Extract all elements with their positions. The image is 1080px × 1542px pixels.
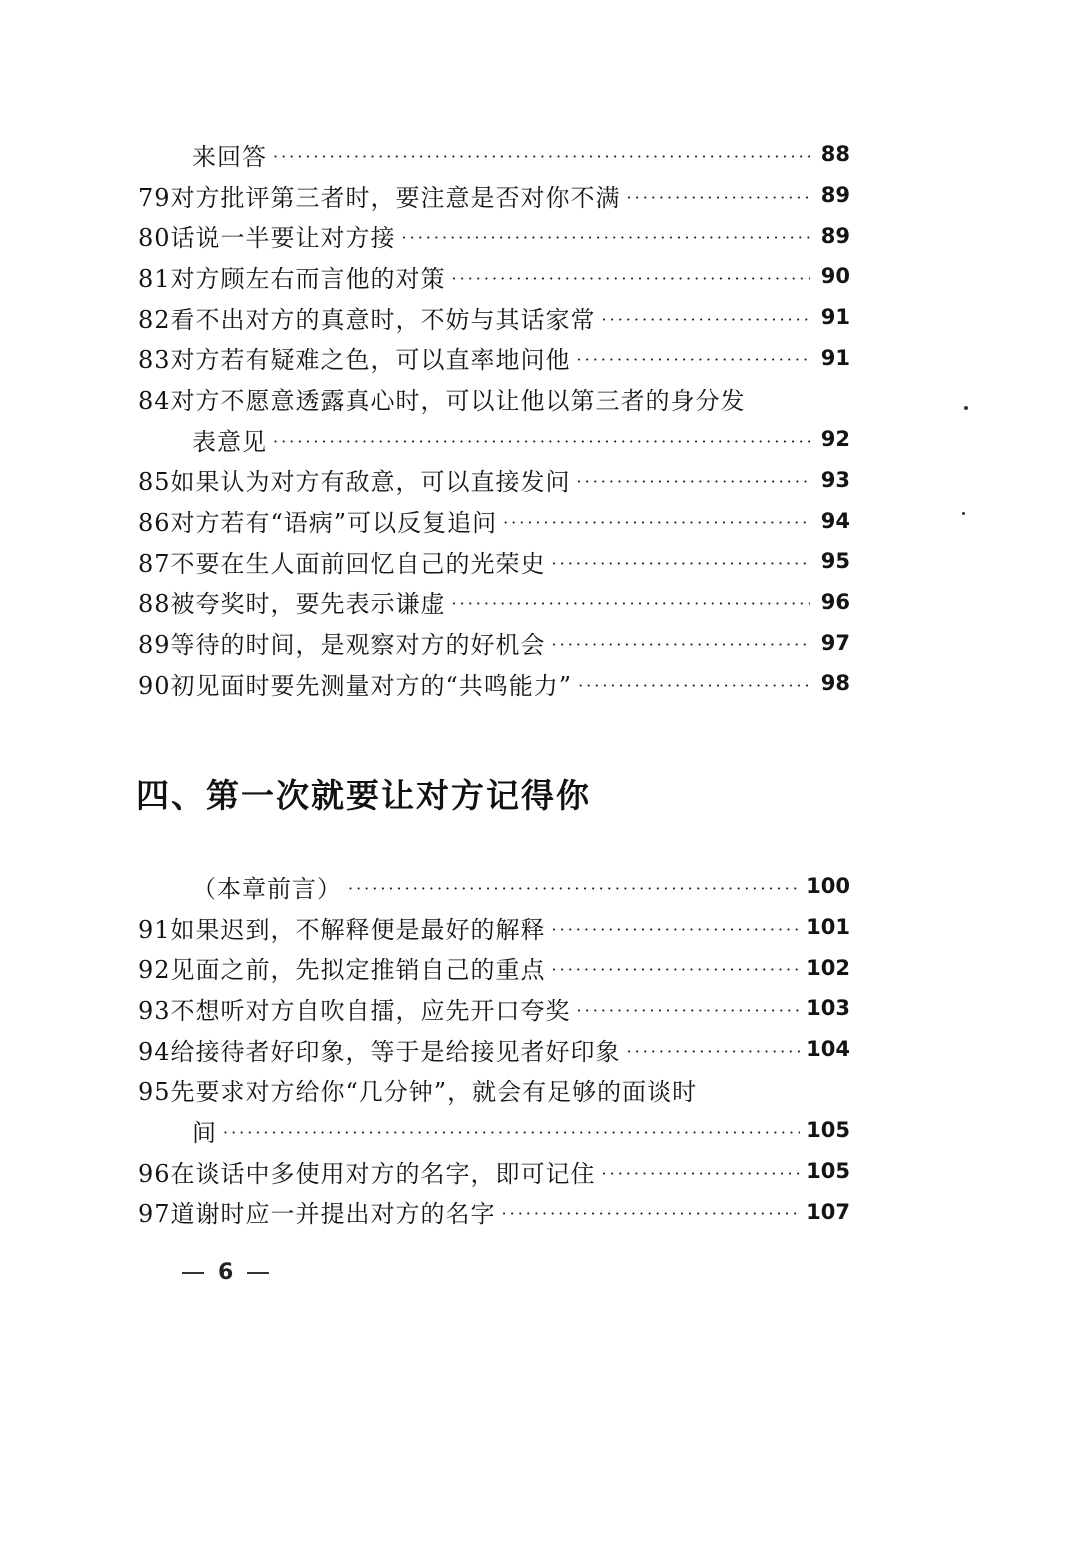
toc-entry-title: 87不要在生人面前回忆自己的光荣史 bbox=[138, 549, 546, 578]
chapter-heading: 四、第一次就要让对方记得你 bbox=[136, 776, 591, 815]
toc-entry bbox=[138, 460, 850, 501]
toc-entry bbox=[138, 256, 850, 297]
toc-entry-title: 82看不出对方的真意时，不妨与其话家常 bbox=[138, 305, 596, 334]
toc-entry bbox=[138, 622, 850, 663]
toc-entry-page-number: 100 bbox=[806, 874, 850, 899]
toc-dot-leader bbox=[578, 676, 810, 695]
toc-entry-title: 96在谈话中多使用对方的名字，即可记住 bbox=[138, 1159, 596, 1188]
toc-entry-title: 85如果认为对方有敌意，可以直接发问 bbox=[138, 468, 571, 497]
toc-entry bbox=[138, 541, 850, 582]
toc-entry-title: 88被夸奖时，要先表示谦虚 bbox=[138, 590, 446, 619]
toc-entry-page-number: 102 bbox=[806, 955, 850, 980]
toc-entry bbox=[138, 297, 850, 338]
toc-entry-page-number: 95 bbox=[820, 549, 850, 574]
toc-entry bbox=[138, 663, 850, 704]
toc-dot-leader bbox=[577, 1001, 801, 1020]
toc-entry-title: 80话说一半要让对方接 bbox=[138, 224, 396, 253]
toc-entry-page-number: 93 bbox=[820, 467, 850, 492]
toc-entry-page-number: 88 bbox=[820, 142, 850, 167]
footer-dash-right bbox=[247, 1272, 269, 1274]
toc-entry-page-number: 89 bbox=[820, 183, 850, 208]
toc-entry-page-number: 107 bbox=[806, 1199, 850, 1224]
toc-dot-leader bbox=[577, 472, 810, 491]
page-footer bbox=[182, 1260, 269, 1285]
toc-entry bbox=[138, 947, 850, 988]
toc-entry bbox=[138, 1069, 850, 1110]
toc-dot-leader bbox=[452, 269, 810, 288]
toc-entry-title: 93不想听对方自吹自擂，应先开口夸奖 bbox=[138, 996, 571, 1025]
toc-entry-title: （本章前言） bbox=[192, 874, 342, 903]
toc-entry bbox=[138, 1110, 850, 1151]
toc-entry bbox=[138, 866, 850, 907]
footer-dash-left bbox=[182, 1272, 204, 1274]
toc-entry bbox=[138, 378, 850, 419]
toc-entry bbox=[138, 1151, 850, 1192]
toc-entry bbox=[138, 215, 850, 256]
toc-section-chapter-four bbox=[138, 866, 850, 1232]
toc-entry-page-number: 104 bbox=[806, 1037, 850, 1062]
toc-entry bbox=[138, 175, 850, 216]
toc-entry-title: 81对方顾左右而言他的对策 bbox=[138, 264, 446, 293]
toc-entry-page-number: 105 bbox=[806, 1118, 850, 1143]
toc-dot-leader bbox=[552, 554, 810, 573]
toc-dot-leader bbox=[273, 147, 810, 166]
toc-entry-title: 84对方不愿意透露真心时，可以让他以第三者的身分发 bbox=[138, 386, 746, 415]
toc-entry-title: 95先要求对方给你“几分钟”，就会有足够的面谈时 bbox=[138, 1078, 698, 1107]
toc-dot-leader bbox=[627, 1042, 801, 1061]
toc-entry-page-number: 103 bbox=[806, 996, 850, 1021]
toc-dot-leader bbox=[577, 350, 810, 369]
toc-dot-leader bbox=[348, 879, 800, 898]
toc-dot-leader bbox=[452, 594, 810, 613]
toc-entry-title: 90初见面时要先测量对方的“共鸣能力” bbox=[138, 671, 573, 700]
toc-entry-page-number: 91 bbox=[820, 345, 850, 370]
toc-entry bbox=[138, 582, 850, 623]
toc-entry-title: 来回答 bbox=[192, 142, 267, 171]
toc-entry-title: 92见面之前，先拟定推销自己的重点 bbox=[138, 956, 546, 985]
toc-entry-title: 83对方若有疑难之色，可以直率地问他 bbox=[138, 346, 571, 375]
toc-entry-page-number: 90 bbox=[820, 264, 850, 289]
toc-entry-page-number: 91 bbox=[820, 305, 850, 330]
toc-dot-leader bbox=[223, 1123, 800, 1142]
toc-entry-title: 79对方批评第三者时，要注意是否对你不满 bbox=[138, 183, 621, 212]
toc-dot-leader bbox=[552, 635, 810, 654]
toc-section-continued bbox=[138, 134, 850, 704]
toc-entry-page-number: 96 bbox=[820, 589, 850, 614]
toc-entry bbox=[138, 500, 850, 541]
toc-entry-title: 间 bbox=[192, 1118, 217, 1147]
toc-dot-leader bbox=[502, 1204, 801, 1223]
footer-page-number: 6 bbox=[218, 1260, 234, 1285]
toc-dot-leader bbox=[503, 513, 810, 532]
toc-entry-page-number: 92 bbox=[820, 427, 850, 452]
toc-entry-page-number: 98 bbox=[820, 671, 850, 696]
toc-dot-leader bbox=[602, 1164, 801, 1183]
toc-dot-leader bbox=[552, 960, 801, 979]
toc-dot-leader bbox=[627, 188, 810, 207]
toc-entry-title: 89等待的时间，是观察对方的好机会 bbox=[138, 631, 546, 660]
toc-entry bbox=[138, 337, 850, 378]
toc-entry-title: 86对方若有“语病”可以反复追问 bbox=[138, 509, 498, 538]
toc-entry-title: 97道谢时应一并提出对方的名字 bbox=[138, 1200, 496, 1229]
toc-entry-page-number: 105 bbox=[806, 1159, 850, 1184]
toc-entry bbox=[138, 134, 850, 175]
toc-entry-title: 94给接待者好印象，等于是给接见者好印象 bbox=[138, 1037, 621, 1066]
toc-entry-page-number: 94 bbox=[820, 508, 850, 533]
toc-entry-page-number: 101 bbox=[806, 915, 850, 940]
toc-entry-title: 91如果迟到，不解释便是最好的解释 bbox=[138, 915, 546, 944]
toc-dot-leader bbox=[552, 920, 801, 939]
scan-speck bbox=[964, 406, 968, 410]
toc-dot-leader bbox=[273, 432, 810, 451]
toc-dot-leader bbox=[602, 310, 810, 329]
toc-entry bbox=[138, 1029, 850, 1070]
toc-entry bbox=[138, 419, 850, 460]
toc-dot-leader bbox=[402, 228, 810, 247]
toc-entry-title: 表意见 bbox=[192, 427, 267, 456]
scan-speck bbox=[962, 512, 965, 515]
toc-entry bbox=[138, 907, 850, 948]
toc-entry-page-number: 97 bbox=[820, 630, 850, 655]
toc-entry-page-number: 89 bbox=[820, 223, 850, 248]
toc-entry bbox=[138, 1192, 850, 1233]
toc-entry bbox=[138, 988, 850, 1029]
